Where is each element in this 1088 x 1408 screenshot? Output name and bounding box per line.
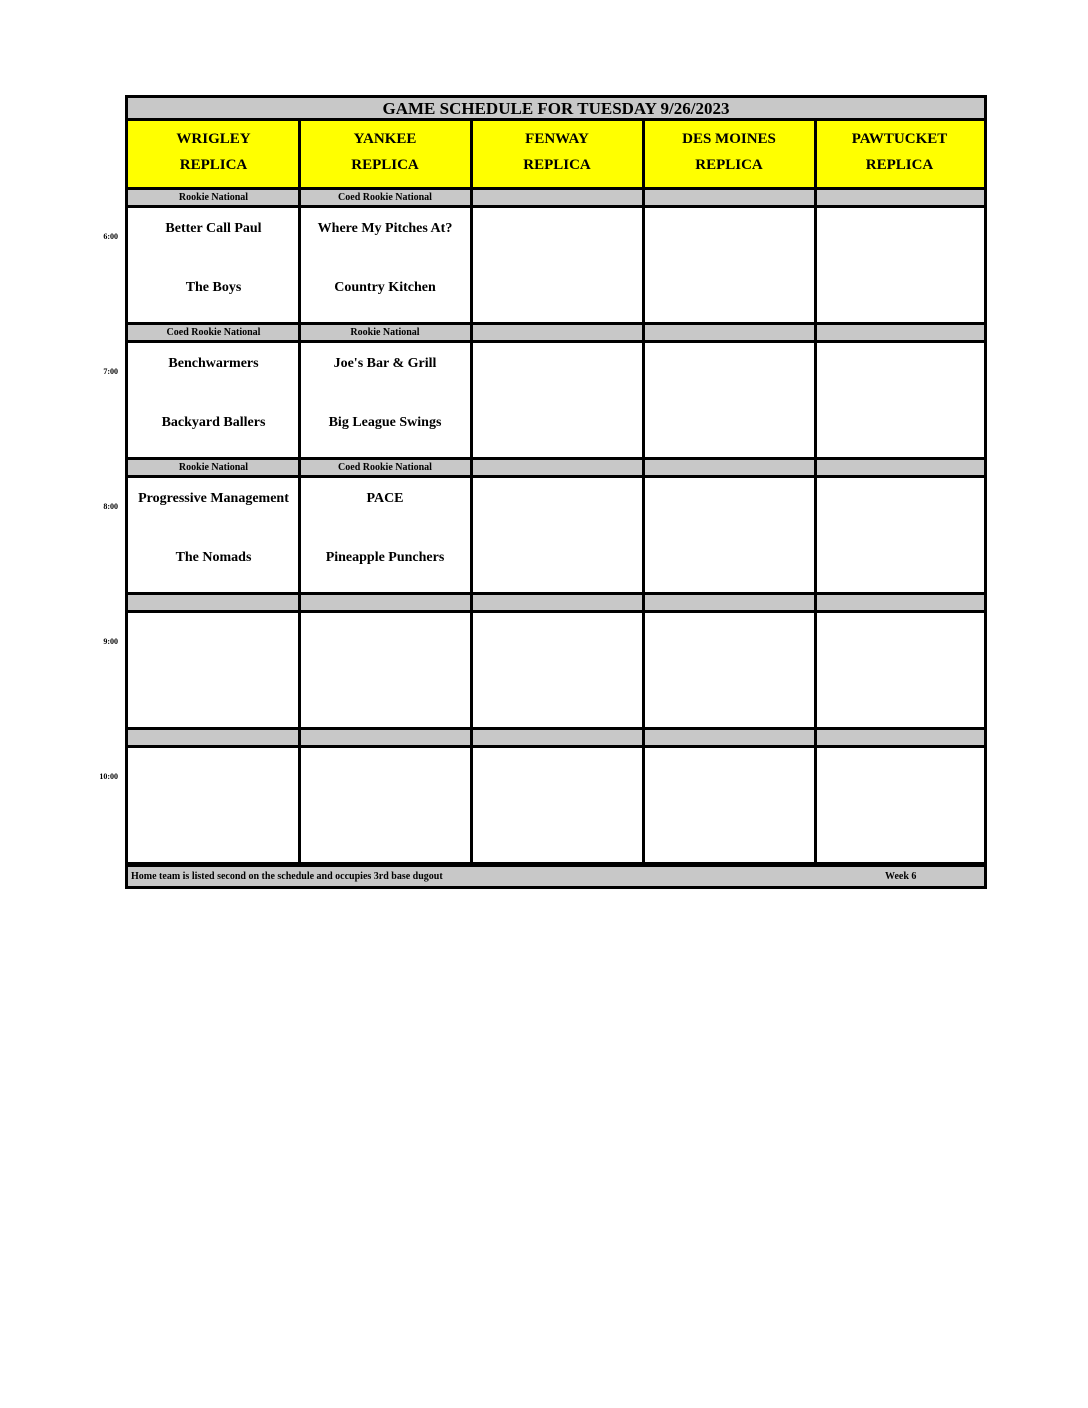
division-label: Coed Rookie National: [299, 190, 471, 208]
time-label: 6:00: [103, 232, 118, 241]
field-name: DES MOINES: [682, 131, 776, 147]
division-label: [471, 460, 643, 478]
division-label: [128, 595, 299, 613]
field-subtitle: REPLICA: [865, 157, 934, 173]
field-header-des-moines: [643, 121, 815, 190]
division-label: Rookie National: [128, 190, 299, 208]
division-label: [643, 460, 815, 478]
division-label: [471, 595, 643, 613]
field-header-pawtucket: [815, 121, 984, 190]
division-label: [815, 460, 984, 478]
division-label: Rookie National: [128, 460, 299, 478]
time-label: 10:00: [99, 772, 118, 781]
schedule-title: GAME SCHEDULE FOR TUESDAY 9/26/2023: [128, 98, 984, 121]
division-label: [471, 730, 643, 748]
home-team: Country Kitchen: [334, 280, 436, 295]
home-team: Pineapple Punchers: [325, 550, 445, 565]
division-label: [815, 595, 984, 613]
division-label: Rookie National: [299, 325, 471, 343]
division-label: [643, 325, 815, 343]
field-name: PAWTUCKET: [851, 131, 948, 147]
home-team: Backyard Ballers: [161, 415, 266, 430]
away-team: Benchwarmers: [168, 356, 259, 371]
home-team: The Boys: [185, 280, 242, 295]
time-label: 9:00: [103, 637, 118, 646]
home-team: The Nomads: [175, 550, 252, 565]
division-label: [815, 730, 984, 748]
column-divider: [298, 121, 301, 865]
away-team: Progressive Management: [138, 491, 289, 506]
field-name: WRIGLEY: [176, 131, 251, 147]
week-label: Week 6: [885, 871, 917, 882]
field-header-wrigley: [128, 121, 299, 190]
schedule-footer: [128, 864, 984, 886]
field-subtitle: REPLICA: [179, 157, 248, 173]
division-label: [128, 730, 299, 748]
field-header-fenway: [471, 121, 643, 190]
division-label: [815, 190, 984, 208]
away-team: Better Call Paul: [165, 221, 262, 236]
division-label: [643, 595, 815, 613]
division-label: [643, 730, 815, 748]
field-name: YANKEE: [353, 131, 417, 147]
division-label: Coed Rookie National: [128, 325, 299, 343]
away-team: Where My Pitches At?: [317, 221, 453, 236]
division-label: [299, 730, 471, 748]
time-label: 8:00: [103, 502, 118, 511]
field-subtitle: REPLICA: [523, 157, 591, 173]
division-label: [471, 325, 643, 343]
home-team-note: Home team is listed second on the schedule and occupies 3rd base dugout: [131, 871, 443, 882]
away-team: PACE: [366, 491, 404, 506]
field-subtitle: REPLICA: [351, 157, 419, 173]
division-label: [815, 325, 984, 343]
column-divider: [470, 121, 473, 865]
home-team: Big League Swings: [328, 415, 442, 430]
division-label: [471, 190, 643, 208]
away-team: Joe's Bar & Grill: [333, 356, 437, 371]
schedule-table: [125, 95, 987, 889]
column-divider: [642, 121, 645, 865]
field-name: FENWAY: [525, 131, 589, 147]
column-divider: [814, 121, 817, 865]
time-label: 7:00: [103, 367, 118, 376]
division-label: [643, 190, 815, 208]
field-header-yankee: [299, 121, 471, 190]
field-subtitle: REPLICA: [695, 157, 763, 173]
division-label: Coed Rookie National: [299, 460, 471, 478]
division-label: [299, 595, 471, 613]
